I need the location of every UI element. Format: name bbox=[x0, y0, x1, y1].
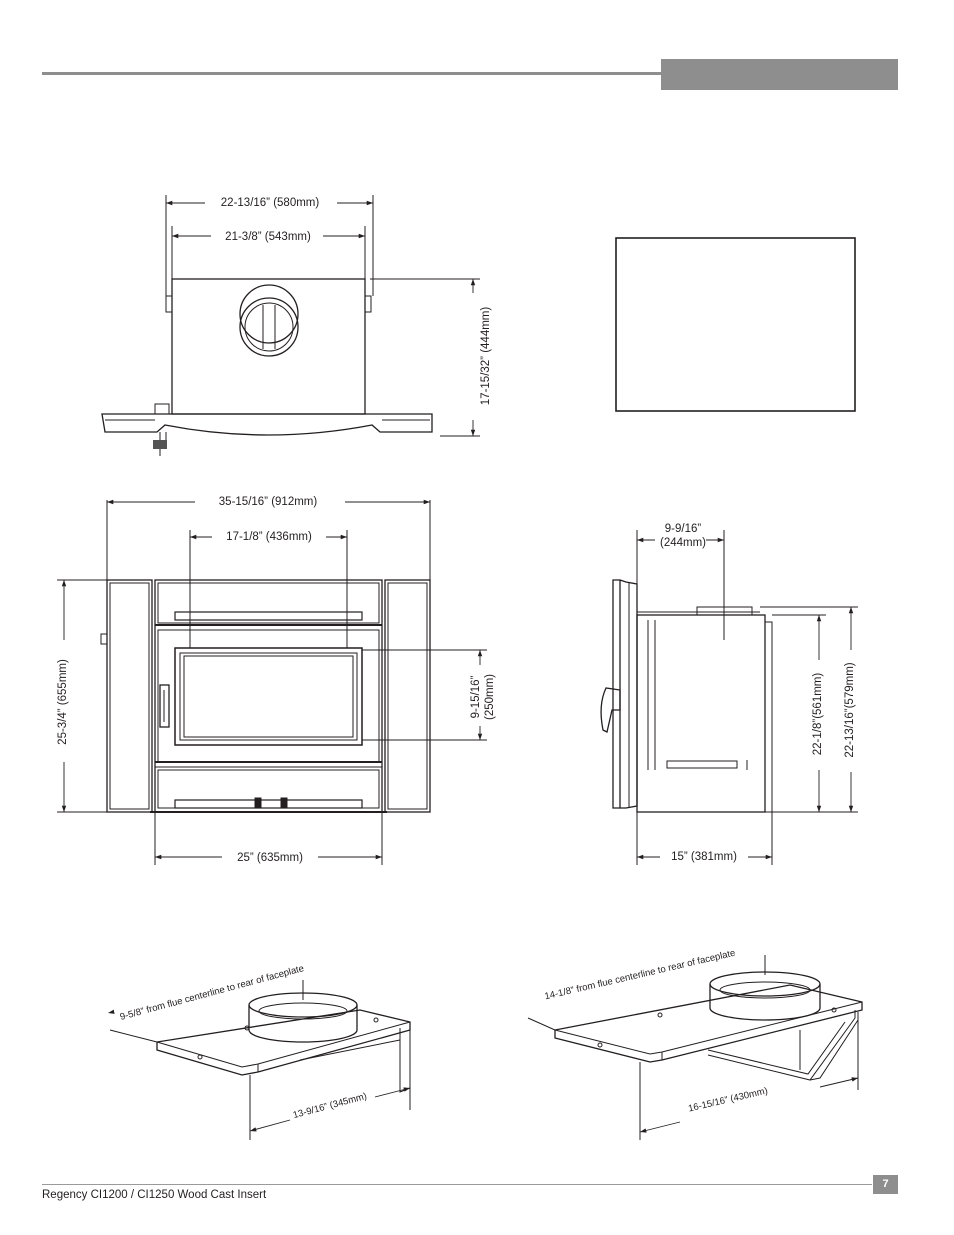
dim-top-width-inner: 21-3/8” (543mm) bbox=[225, 231, 311, 244]
large-shelf-depth-label: 16-15/16” (430mm) bbox=[687, 1085, 769, 1115]
dim-glass-height-line1: 9-15/16” bbox=[470, 675, 483, 719]
dim-body-depth: 15” (381mm) bbox=[671, 851, 737, 864]
dim-top-width-outer: 22-13/16” (580mm) bbox=[220, 197, 320, 210]
dim-flue-offset-line1: 9-9/16” bbox=[664, 523, 702, 536]
dim-flue-offset-line2: (244mm) bbox=[659, 537, 707, 550]
page-number: 7 bbox=[873, 1175, 898, 1194]
dim-glass-height-line2: (250mm) bbox=[484, 673, 497, 721]
dim-body-height: 22-1/8”(561mm) bbox=[812, 672, 825, 756]
dim-faceplate-width: 35-15/16” (912mm) bbox=[218, 496, 318, 509]
dim-faceplate-height: 25-3/4” (655mm) bbox=[57, 659, 70, 745]
dim-overall-height: 22-13/16”(579mm) bbox=[844, 662, 857, 758]
front-view-drawing bbox=[57, 500, 487, 865]
large-shelf-flue-label: 14-1/8” from flue centerline to rear of faceplate bbox=[543, 947, 737, 1003]
dim-glass-width: 17-1/8” (436mm) bbox=[226, 531, 312, 544]
front-view-dimension-lines bbox=[64, 502, 483, 857]
footer-rule bbox=[42, 1184, 872, 1185]
small-shelf-depth-label: 13-9/16” (345mm) bbox=[291, 1090, 369, 1122]
small-shelf-flue-label: 9-5/8” from flue centerline to rear of faceplate bbox=[118, 963, 306, 1023]
dim-body-width: 25” (635mm) bbox=[237, 852, 303, 865]
placeholder-box bbox=[616, 238, 855, 411]
top-view-dimension-lines bbox=[166, 203, 473, 436]
footer-title: Regency CI1200 / CI1250 Wood Cast Insert bbox=[42, 1189, 267, 1201]
dim-top-depth: 17-15/32” (444mm) bbox=[480, 306, 493, 406]
large-shelf-dimension-lines bbox=[640, 1078, 858, 1132]
